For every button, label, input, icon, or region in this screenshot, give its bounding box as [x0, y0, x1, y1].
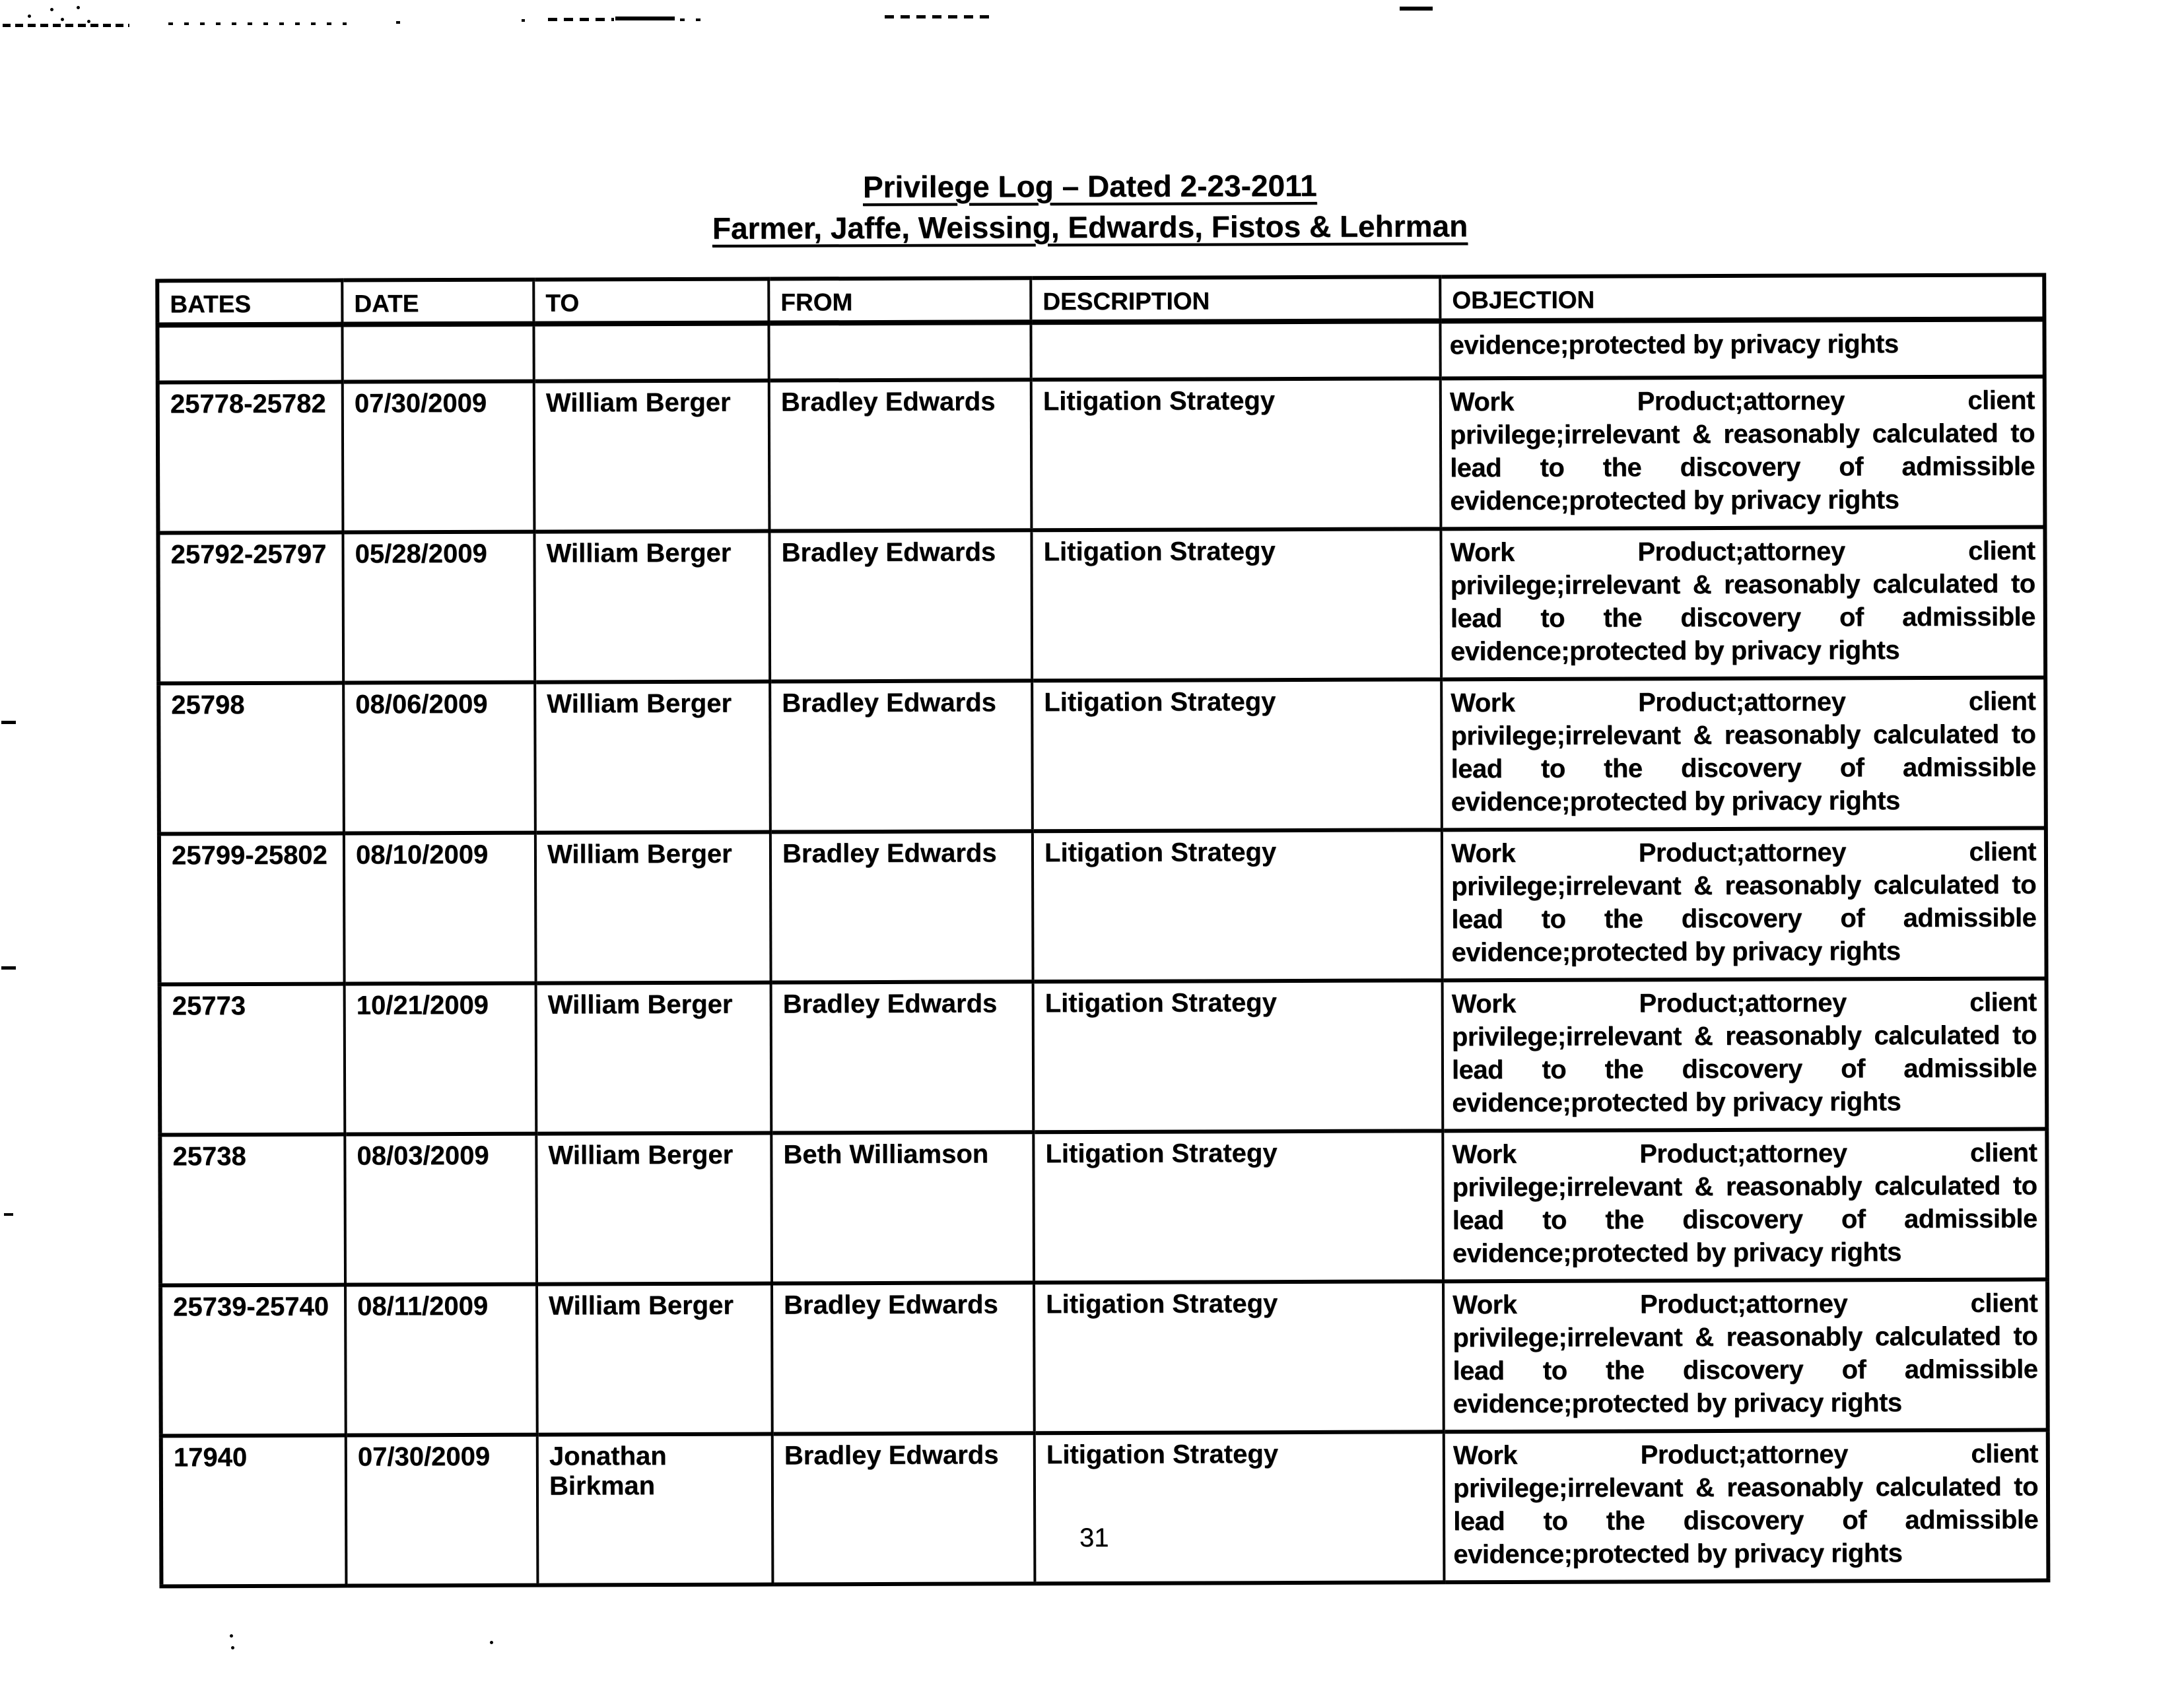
date-cell: 07/30/2009 — [346, 1435, 538, 1586]
objection-line: evidence;protected by privacy rights — [1452, 1087, 1901, 1118]
to-cell: William Berger — [534, 531, 770, 682]
table-row — [158, 677, 2046, 834]
table-row — [160, 978, 2047, 1135]
objection-line: privilege;irrelevant & reasonably calculated to — [1452, 1171, 2037, 1203]
table-row — [159, 828, 2047, 984]
objection-line: evidence;protected by privacy rights — [1450, 485, 1899, 516]
page-number: 31 — [1079, 1523, 1109, 1553]
from-cell: Beth Williamson — [771, 1132, 1034, 1283]
bates-cell: 25799-25802 — [159, 834, 345, 985]
objection-line: lead to the discovery of admissible — [1452, 1204, 2037, 1236]
objection-line: evidence;protected by privacy rights — [1450, 786, 1900, 817]
objection-line: privilege;irrelevant & reasonably calculated to — [1452, 1472, 2039, 1504]
to-cell: William Berger — [535, 682, 770, 833]
to-cell: William Berger — [537, 1284, 772, 1435]
column-header-bates: BATES — [157, 281, 342, 325]
bates-cell: 25773 — [160, 984, 345, 1135]
objection-line: evidence;protected by privacy rights — [1452, 1388, 1902, 1419]
page-subtitle: Farmer, Jaffe, Weissing, Edwards, Fistos & Lehrman — [712, 209, 1468, 246]
description-cell-empty — [1031, 321, 1440, 380]
to-cell: William Berger — [535, 832, 771, 983]
objection-line: lead to the discovery of admissible — [1453, 1505, 2039, 1537]
document-header — [0, 163, 2182, 251]
column-header-to: TO — [533, 279, 768, 324]
objection-line: lead to the discovery of admissible — [1451, 1053, 2037, 1085]
date-cell: 07/30/2009 — [343, 382, 535, 533]
from-cell: Bradley Edwards — [772, 1433, 1035, 1584]
objection-line: evidence;protected by privacy rights — [1452, 1238, 1901, 1269]
to-cell: William Berger — [536, 983, 772, 1134]
objection-line: evidence;protected by privacy rights — [1451, 937, 1901, 968]
objection-line: privilege;irrelevant & reasonably calculated to — [1450, 719, 2036, 751]
objection-line: privilege;irrelevant & reasonably calculated to — [1451, 870, 2037, 902]
objection-line: lead to the discovery of admissible — [1450, 602, 2035, 634]
table-row — [160, 1279, 2048, 1436]
date-cell: 05/28/2009 — [343, 532, 535, 683]
objection-line: Work Product;attorney client — [1452, 1439, 2038, 1471]
date-cell: 10/21/2009 — [345, 983, 537, 1135]
objection-line: lead to the discovery of admissible — [1450, 752, 2036, 784]
objection-line: evidence;protected by privacy rights — [1453, 1539, 1903, 1570]
column-header-description: DESCRIPTION — [1031, 277, 1440, 322]
column-header-from: FROM — [768, 278, 1031, 323]
description-cell: Litigation Strategy — [1035, 1432, 1445, 1583]
objection-cell — [1442, 828, 2047, 980]
from-cell: Bradley Edwards — [770, 831, 1033, 982]
bates-cell: 17940 — [161, 1436, 347, 1587]
objection-line: evidence;protected by privacy rights — [1450, 636, 1900, 667]
table-row — [161, 1430, 2049, 1586]
objection-line: lead to the discovery of admissible — [1451, 903, 2037, 935]
table-header-row — [157, 275, 2044, 325]
objection-line: lead to the discovery of admissible — [1452, 1354, 2038, 1386]
description-cell: Litigation Strategy — [1034, 1281, 1444, 1433]
table-row — [160, 1129, 2047, 1285]
bates-cell: 25798 — [158, 683, 344, 834]
to-cell: William Berger — [536, 1133, 772, 1284]
to-cell: William Berger — [534, 381, 770, 532]
table-row — [158, 527, 2045, 683]
objection-cell — [1441, 527, 2045, 679]
date-cell: 08/10/2009 — [344, 833, 536, 984]
bates-cell: 25792-25797 — [158, 533, 343, 684]
objection-line: privilege;irrelevant & reasonably calculated to — [1452, 1321, 2038, 1353]
objection-cell — [1444, 1430, 2049, 1582]
objection-line: Work Product;attorney client — [1449, 385, 2035, 417]
objection-line: Work Product;attorney client — [1450, 536, 2035, 568]
objection-line: lead to the discovery of admissible — [1450, 451, 2035, 483]
carryover-row — [157, 319, 2044, 382]
description-cell: Litigation Strategy — [1033, 980, 1443, 1132]
objection-line: Work Product;attorney client — [1450, 686, 2036, 718]
objection-cell — [1441, 677, 2046, 830]
date-cell: 08/06/2009 — [343, 682, 535, 834]
date-cell-empty — [342, 324, 533, 382]
objection-cell — [1440, 319, 2044, 378]
date-cell: 08/03/2009 — [345, 1134, 537, 1285]
from-cell: Bradley Edwards — [772, 1282, 1035, 1434]
description-cell: Litigation Strategy — [1032, 679, 1442, 831]
bates-cell-empty — [157, 325, 342, 383]
description-cell: Litigation Strategy — [1033, 830, 1443, 981]
bates-cell: 25778-25782 — [158, 382, 343, 533]
to-cell-empty — [533, 323, 768, 382]
from-cell-empty — [768, 322, 1031, 380]
bates-cell: 25738 — [160, 1135, 345, 1286]
column-header-date: DATE — [342, 280, 533, 325]
from-cell: Bradley Edwards — [769, 530, 1032, 681]
objection-line: Work Product;attorney client — [1452, 1288, 2038, 1320]
objection-line: privilege;irrelevant & reasonably calculated to — [1450, 569, 2035, 601]
description-cell: Litigation Strategy — [1031, 378, 1441, 530]
objection-cell — [1443, 1129, 2047, 1281]
objection-line: Work Product;attorney client — [1452, 1138, 2037, 1170]
from-cell: Bradley Edwards — [770, 681, 1033, 832]
objection-line: Work Product;attorney client — [1450, 837, 2037, 869]
column-header-objection: OBJECTION — [1440, 275, 2044, 321]
description-cell: Litigation Strategy — [1031, 529, 1441, 681]
objection-cell — [1441, 376, 2045, 529]
objection-cell — [1443, 1279, 2048, 1432]
objection-line: privilege;irrelevant & reasonably calculated to — [1451, 1020, 2037, 1052]
privilege-log-table — [155, 273, 2050, 1588]
objection-line: privilege;irrelevant & reasonably calculated to — [1449, 418, 2035, 450]
table-row — [158, 376, 2045, 533]
page-title: Privilege Log – Dated 2-23-2011 — [862, 168, 1317, 205]
from-cell: Bradley Edwards — [771, 981, 1034, 1133]
bates-cell: 25739-25740 — [160, 1285, 346, 1436]
description-cell: Litigation Strategy — [1033, 1131, 1443, 1282]
to-cell: Jonathan Birkman — [537, 1434, 773, 1585]
objection-line: Work Product;attorney client — [1451, 987, 2037, 1019]
from-cell: Bradley Edwards — [769, 380, 1032, 531]
objection-line: evidence;protected by privacy rights — [1449, 329, 1899, 360]
date-cell: 08/11/2009 — [345, 1284, 537, 1436]
objection-cell — [1443, 978, 2047, 1131]
